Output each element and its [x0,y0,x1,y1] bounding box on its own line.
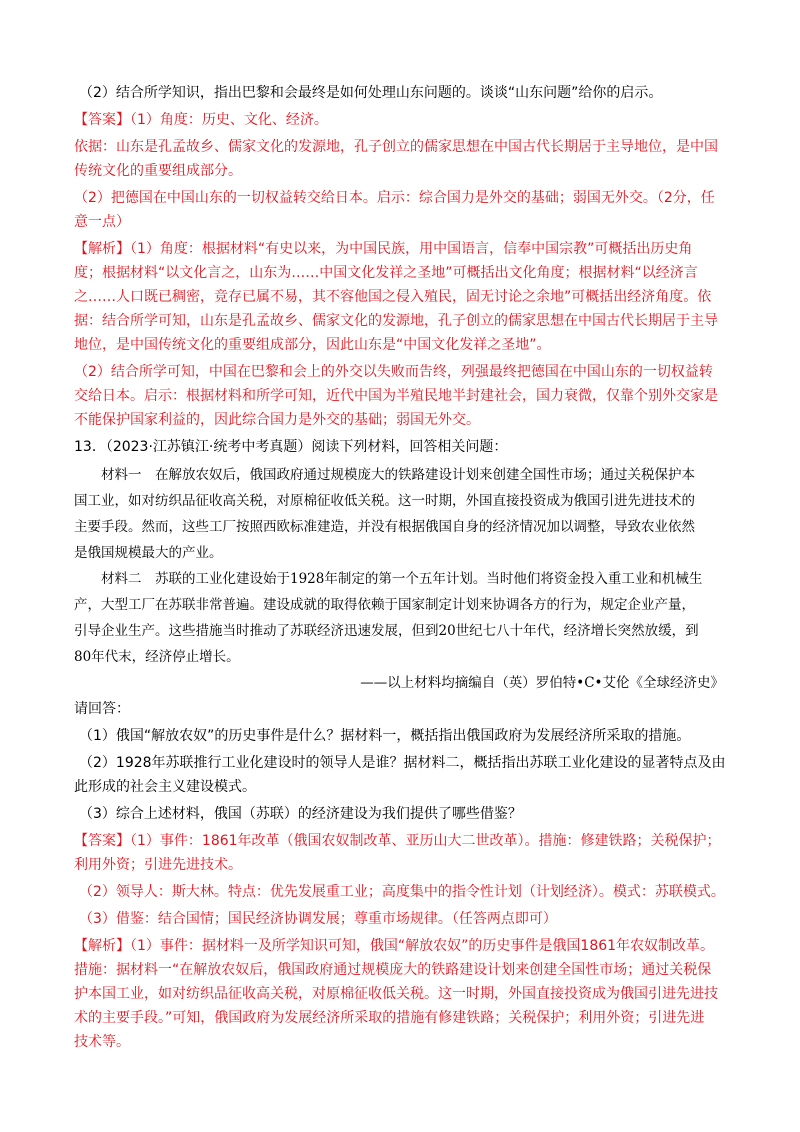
text-line-21: 产，大型工厂在苏联非常普遍。建设成就的取得依赖于国家制定计划来协调各方的行为，规定企业产量， [74,597,695,613]
text-line-1: （2）结合所学知识，指出巴黎和会最终是如何处理山东问题的。谈谈“山东问题”给你的启示。 [79,85,663,101]
text-line-6: 意一点） [74,214,130,230]
text-line-23: 80年代末，经济停止增长。 [74,649,240,665]
text-line-29: （3）综合上述材料，俄国（苏联）的经济建设为我们提供了哪些借鉴？ [79,806,522,822]
text-line-3: 依据：山东是孔孟故乡、儒家文化的发源地，孔子创立的儒家思想在中国古代长期居于主导地位，是中国 [74,139,718,155]
text-line-7: 【解析】（1）角度：根据材料“有史以来，为中国民族，用中国语言，信奉中国宗教”可概括出历史角 [74,241,693,257]
text-line-4: 传统文化的重要组成部分。 [74,163,242,179]
text-line-37: 术的主要手段。”可知，俄国政府为发展经济所采取的措施有修建铁路；关税保护；利用外资；引进先进 [74,1010,705,1026]
text-line-27: （2）1928年苏联推行工业化建设时的领导人是谁？据材料二，概括指出苏联工业化建设的显著特点及由 [79,755,726,771]
text-line-10: 据：结合所学可知，山东是孔孟故乡、儒家文化的发源地，孔子创立的儒家思想在中国古代长期居于主导 [74,313,718,329]
text-line-22: 引导企业生产。这些措施当时推动了苏联经济迅速发展，但到20世纪七八十年代，经济增长突然放缓，到 [74,623,699,639]
text-line-9: 之……人口既已稠密，竞存已属不易，其不容他国之侵入殖民，固无讨论之余地”可概括出经济角度。依 [74,289,712,305]
text-line-16: 材料一 在解放农奴后，俄国政府通过规模庞大的铁路建设计划来创建全国性市场；通过关税保护本 [101,467,695,483]
text-line-25: 请回答： [74,701,130,717]
text-line-2: 【答案】（1）角度：历史、文化、经济。 [74,112,328,128]
text-line-12: （2）结合所学可知，中国在巴黎和会上的外交以失败而告终，列强最终把德国在中国山东的一切权益转 [74,364,713,380]
text-line-5: （2）把德国在中国山东的一切权益转交给日本。启示：综合国力是外交的基础；弱国无外交。（2分，任 [74,190,715,206]
text-line-34: 【解析】（1）事件：据材料一及所学知识可知，俄国“解放农奴”的历史事件是俄国1861年农奴制改革。 [74,938,715,954]
text-line-35: 措施：据材料一“在解放农奴后，俄国政府通过规模庞大的铁路建设计划来创建全国性市场；通过关税保 [74,962,712,978]
text-line-32: （2）领导人：斯大林。特点：优先发展重工业；高度集中的指令性计划（计划经济）。模式：苏联模式。 [79,884,725,900]
text-line-18: 主要手段。然而，这些工厂按照西欧标准建造，并没有根据俄国自身的经济情况加以调整，导致农业依然 [74,519,695,535]
text-line-14: 不能保护国家利益的，因此综合国力是外交的基础；弱国无外交。 [74,412,480,428]
text-line-33: （3）借鉴：结合国情；国民经济协调发展；尊重市场规律。（任答两点即可） [79,911,557,927]
text-line-13: 交给日本。启示：根据材料和所学可知，近代中国为半殖民地半封建社会，国力衰微，仅靠个别外交家是 [74,388,718,404]
text-line-17: 国工业，如对纺织品征收高关税，对原棉征收低关税。这一时期，外国直接投资成为俄国引进先进技术的 [74,493,695,509]
text-line-28: 此形成的社会主义建设模式。 [74,779,256,795]
text-line-19: 是俄国规模最大的产业。 [74,545,223,561]
text-line-26: （1）俄国“解放农奴”的历史事件是什么？据材料一，概括指出俄国政府为发展经济所采取的措施。 [79,728,691,744]
text-line-31: 利用外资；引进先进技术。 [74,857,242,873]
text-line-11: 地位，是中国传统文化的重要组成部分，因此山东是“中国文化发祥之圣地”。 [74,337,551,353]
text-line-24: ——以上材料均摘编自（英）罗伯特•C•艾伦《全球经济史》 [360,675,724,691]
text-line-8: 度；根据材料“以文化言之，山东为……中国文化发祥之圣地”可概括出文化角度；根据材料“以经济言 [74,265,698,281]
text-line-15: 13．（2023·江苏镇江·统考中考真题）阅读下列材料，回答相关问题： [74,439,508,455]
text-line-20: 材料二 苏联的工业化建设始于1928年制定的第一个五年计划。当时他们将资金投入重工业和机械生 [101,571,703,587]
text-line-30: 【答案】（1）事件：1861年改革（俄国农奴制改革、亚历山大二世改革）。措施：修建铁路；关税保护； [74,833,721,849]
text-line-36: 护本国工业，如对纺织品征收高关税，对原棉征收低关税。这一时期，外国直接投资成为俄国引进先进技 [74,986,718,1002]
text-line-38: 技术等。 [74,1034,130,1050]
